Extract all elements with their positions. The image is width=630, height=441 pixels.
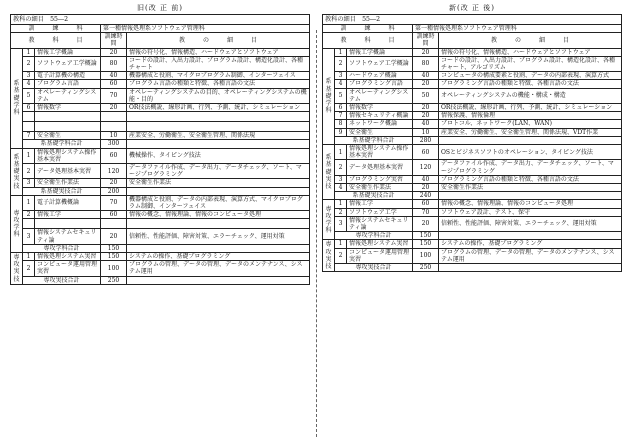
row-number: 1 [23,253,35,261]
table-row [323,200,622,208]
subject-name [35,112,101,122]
subject-name: 情報システムセキュリティ論 [35,229,101,244]
training-hours: 100 [413,248,439,263]
row-number: 2 [23,164,35,179]
subject-name: 情報工学 [347,200,413,208]
group-total-label: 系基礎学科合計 [335,136,413,144]
table-row [323,56,622,71]
row-number: 6 [23,104,35,112]
subject-name: ソフトウェア工学概論 [35,56,101,71]
training-hours: 150 [101,253,127,261]
training-hours: 50 [413,88,439,103]
row-number: 1 [23,148,35,163]
row-number: 2 [335,160,347,175]
subject-name [35,122,101,132]
table-row [323,48,622,56]
group-total-label: 専攻学科合計 [23,244,101,252]
table-row [323,248,622,263]
table-row [323,175,622,183]
row-number: 8 [335,120,347,128]
subject-detail: 情報の概念、情報理論、情報のコンピュータ処理 [127,211,310,219]
row-number: 2 [23,56,35,71]
row-number: 4 [23,80,35,88]
table-row [323,80,622,88]
training-hours: 20 [413,104,439,112]
column-header-row [11,33,310,48]
panel-heading: 旧(改 正 前) [137,4,183,12]
empty-cell [439,264,622,272]
training-hours: 20 [101,104,127,112]
empty-cell [439,192,622,200]
table-row [323,240,622,248]
training-hours: 120 [413,160,439,175]
group-total-hours: 150 [101,244,127,252]
table-row [11,104,310,112]
row-number: 1 [335,240,347,248]
group-total-label: 専攻学科合計 [335,232,413,240]
table-row [11,253,310,261]
subject-name: 電子計算機概論 [35,195,101,210]
empty-cell [127,187,310,195]
subject-name: 情報数学 [35,104,101,112]
training-hours: 20 [101,179,127,187]
group-label: 専 攻 実 技 [323,240,335,272]
group-total-hours: 200 [101,187,127,195]
subject-detail: プログラミング言語の種類と特徴、各種言語の文法 [439,80,622,88]
course-row [11,25,310,33]
empty-cell [127,244,310,252]
row-number: 3 [335,175,347,183]
subject-detail: 安全衛生作業法 [127,179,310,187]
subject-detail: 安全衛生作業法 [439,184,622,192]
row-number: 2 [23,261,35,276]
subject-name: ソフトウェア工学概論 [347,56,413,71]
training-hours: 120 [101,164,127,179]
row-number [23,122,35,132]
group-total-label: 専攻実技合計 [335,264,413,272]
subject-detail: プログラム言語の種類と特徴、各種言語の文法 [127,80,310,88]
training-hours: 70 [101,195,127,210]
subject-detail: 信頼性、性能評価、障害対策、エラーチェック、運用対策 [127,229,310,244]
subject-name: データ処理基本実習 [347,160,413,175]
subject-detail: 機器構成と役割、マイクロプログラム制御、インターフェイス [127,72,310,80]
subject-detail: 情報の符号化、情報構造、ハードウェアとソフトウェア [439,48,622,56]
empty-cell [127,276,310,284]
training-hours: 20 [413,184,439,192]
training-hours: 60 [413,145,439,160]
subject-detail: 産業安全、労働衛生、安全衛生管理、関係法規、VDT作業 [439,128,622,136]
subject-detail: 産業安全、労働衛生、安全衛生管理、関係法規 [127,132,310,140]
subject-detail: プログラムの管理、データの管理、データのメンテナンス、システム運用 [439,248,622,263]
training-hours: 60 [101,148,127,163]
training-hours: 80 [413,56,439,71]
group-label: 系 基 礎 学 科 [11,48,23,148]
subject-name: 安全衛生作業法 [347,184,413,192]
subject-detail: 機器構成と役割、データの内部表現、演算方式、マイクロプログラム制御、インターフェイス [127,195,310,210]
group-label: 系 基 礎 学 科 [323,48,335,144]
group-total-row [323,136,622,144]
subject-name: プログラミング実習 [347,175,413,183]
table-row [11,122,310,132]
row-number: 1 [23,195,35,210]
row-number: 1 [335,145,347,160]
group-total-label: 系基礎実技合計 [335,192,413,200]
training-hours: 20 [101,48,127,56]
group-total-row [11,276,310,284]
subject-name: 安全衛生 [347,128,413,136]
column-header-row [323,33,622,48]
subject-detail: オペレーティングシステムの機能・構成・構造 [439,88,622,103]
subject-detail: プロトコル、ネットワーク(LAN、WAN) [439,120,622,128]
subject-name: プログラム言語 [35,80,101,88]
group-total-label: 系基礎学科合計 [23,140,101,148]
training-hours: 70 [101,88,127,103]
table-row [11,179,310,187]
subject-name: 情報処理システム実習 [347,240,413,248]
group-total-row [323,192,622,200]
subject-detail: コンピュータの構成要素と役割、データの内部表現、演算方式 [439,72,622,80]
row-number: 3 [23,229,35,244]
old-version-panel [10,4,310,438]
training-hours: 80 [101,56,127,71]
table-row [11,164,310,179]
subject-detail: OR技法概説、線形計画、行列、予測、統計、シミュレーション [127,104,310,112]
subject-name: コンピュータ運用管理実習 [347,248,413,263]
new-version-panel [322,4,622,438]
training-hours: 40 [413,120,439,128]
subject-detail: 機械操作、タイピング技法 [127,148,310,163]
table-row [323,72,622,80]
subject-detail: システムの操作、基礎プログラミング [439,240,622,248]
table-row [11,148,310,163]
training-hours [101,112,127,122]
page-divider [316,30,317,437]
group-total-label: 専攻実技合計 [23,276,101,284]
subject-detail: 信頼性、性能評価、障害対策、エラーチェック、運用対策 [439,216,622,231]
subject-detail: ソフトウェア設計、テスト、保守 [439,208,622,216]
training-hours: 60 [101,80,127,88]
table-row [11,261,310,276]
subject-name: 情報数学 [347,104,413,112]
subject-detail: データファイル作成、データ出力、データチェック、ソート、マージプログラミング [127,164,310,179]
subject-name: 安全衛生 [35,132,101,140]
group-label: 系 基 礎 実 技 [11,148,23,195]
row-number: 1 [23,48,35,56]
curriculum-table [322,24,622,272]
table-row [11,229,310,244]
table-row [11,211,310,219]
group-total-hours: 300 [101,140,127,148]
training-hours [101,122,127,132]
table-row [11,80,310,88]
subject-name: ネットワーク概論 [347,120,413,128]
group-total-label: 系基礎実技合計 [23,187,101,195]
subject-detail: 情報保護、情報倫理 [439,112,622,120]
course-label: 訓 練 科 [323,25,413,33]
subject-detail: コードの設計、入出力設計、プログラム設計、構造化設計、各種チャート [127,56,310,71]
training-hours: 40 [101,72,127,80]
group-total-row [323,264,622,272]
training-hours: 70 [413,208,439,216]
row-number: 2 [335,208,347,216]
group-total-row [11,140,310,148]
row-number: 7 [23,132,35,140]
subject-name: ソフトウェア工学 [347,208,413,216]
column-header-detail: 教 の 細 目 [439,33,622,48]
table-row [323,112,622,120]
training-hours: 20 [413,216,439,231]
table-row [323,120,622,128]
row-number: 7 [335,112,347,120]
empty-cell [127,140,310,148]
training-hours: 10 [413,128,439,136]
table-row [323,88,622,103]
training-hours: 20 [413,80,439,88]
subject-name: ハードウェア概論 [347,72,413,80]
subject-name: 情報処理システム操作基本実習 [35,148,101,163]
subject-name: 電子計算機の構造 [35,72,101,80]
group-label: 専 攻 学 科 [11,195,23,252]
subject-name: 安全衛生作業法 [35,179,101,187]
table-row [11,88,310,103]
row-number: 4 [335,80,347,88]
row-number: 3 [335,216,347,231]
group-label: 専 攻 実 技 [11,253,23,285]
table-row [11,219,310,229]
subject-name: 情報処理システム操作基本実習 [347,145,413,160]
course-row [323,25,622,33]
training-hours: 10 [101,132,127,140]
row-number: 5 [23,88,35,103]
column-header-hours: 訓練時間 [413,33,439,48]
course-value: 第一種情報処理系ソフトウェア管理科 [101,25,310,33]
table-row [11,56,310,71]
column-header-detail: 教 の 細 目 [127,33,310,48]
subject-detail [127,122,310,132]
training-hours: 20 [413,112,439,120]
row-number: 2 [335,248,347,263]
subject-name: 情報処理システム実習 [35,253,101,261]
empty-cell [439,232,622,240]
group-total-hours: 250 [413,264,439,272]
subject-name: 情報システムセキュリティ論 [347,216,413,231]
row-number: 1 [335,48,347,56]
subject-name: 情報工学 [35,211,101,219]
table-row [11,72,310,80]
group-total-row [11,187,310,195]
table-row [11,195,310,210]
subject-detail: データファイル作成、データ出力、データチェック、ソート、マージプログラミング [439,160,622,175]
column-header-hours: 訓練時間 [101,33,127,48]
table-row [11,132,310,140]
subject-detail: システムの操作、基礎プログラミング [127,253,310,261]
group-label: 専 攻 学 科 [323,200,335,240]
subject-name: コンピュータ運用管理実習 [35,261,101,276]
banner: 教科の細目 55―2 [10,14,310,24]
table-row [323,104,622,112]
subject-detail: プログラミング言語の種類と特徴、各種言語の文法 [439,175,622,183]
subject-detail: OR技法概説、線形計画、行列、予測、統計、シミュレーション [439,104,622,112]
row-number: 3 [23,179,35,187]
row-number: 3 [335,72,347,80]
subject-name: プログラミング言語 [347,80,413,88]
subject-name: オペレーティングシステム [35,88,101,103]
training-hours: 40 [413,175,439,183]
table-row [323,145,622,160]
training-hours: 60 [413,200,439,208]
course-value: 第一種情報処理系ソフトウェア管理科 [413,25,622,33]
subject-detail: コードの設計、入出力設計、プログラム設計、構造化設計、各種チャート、アルゴリズム [439,56,622,71]
table-row [323,216,622,231]
training-hours: 20 [101,229,127,244]
row-number [23,112,35,122]
row-number [23,219,35,229]
group-total-hours: 280 [413,136,439,144]
row-number: 4 [335,184,347,192]
training-hours: 40 [413,72,439,80]
subject-name: データ処理基本実習 [35,164,101,179]
table-row [323,128,622,136]
subject-detail: OSとビジネスソフトのオペレーション、タイピング技法 [439,145,622,160]
training-hours: 60 [101,211,127,219]
table-row [11,112,310,122]
empty-cell [439,136,622,144]
panel-heading: 新(改 正 後) [449,4,495,12]
subject-detail [127,112,310,122]
banner: 教科の細目 55―2 [322,14,622,24]
course-label: 訓 練 科 [11,25,101,33]
row-number: 6 [335,104,347,112]
group-total-hours: 240 [413,192,439,200]
row-number: 5 [335,88,347,103]
group-total-row [11,244,310,252]
table-row [11,48,310,56]
training-hours: 100 [101,261,127,276]
subject-name: 情報工学概論 [347,48,413,56]
subject-name: 情報工学概論 [35,48,101,56]
row-number: 1 [335,200,347,208]
group-label: 系 基 礎 実 技 [323,145,335,200]
subject-name [35,219,101,229]
subject-detail: オペレーティングシステムの目的、オペレーティングシステムの機能・目的 [127,88,310,103]
subject-name: オペレーティングシステム [347,88,413,103]
training-hours [101,219,127,229]
row-number: 2 [23,211,35,219]
row-number: 9 [335,128,347,136]
table-row [323,184,622,192]
subject-detail [127,219,310,229]
column-header-subject: 教 科 目 [323,33,413,48]
subject-detail: プログラムの管理、データの管理、データのメンテナンス、システム運用 [127,261,310,276]
training-hours: 150 [413,240,439,248]
training-hours: 20 [413,48,439,56]
group-total-hours: 250 [101,276,127,284]
column-header-subject: 教 科 目 [11,33,101,48]
group-total-hours: 150 [413,232,439,240]
curriculum-table [10,24,310,285]
row-number: 2 [335,56,347,71]
subject-detail: 情報の概念、情報理論、情報のコンピュータ処理 [439,200,622,208]
table-row [323,208,622,216]
subject-name: 情報セキュリティ概論 [347,112,413,120]
group-total-row [323,232,622,240]
table-row [323,160,622,175]
subject-detail: 情報の符号化、情報構造、ハードウェアとソフトウェア [127,48,310,56]
row-number: 3 [23,72,35,80]
